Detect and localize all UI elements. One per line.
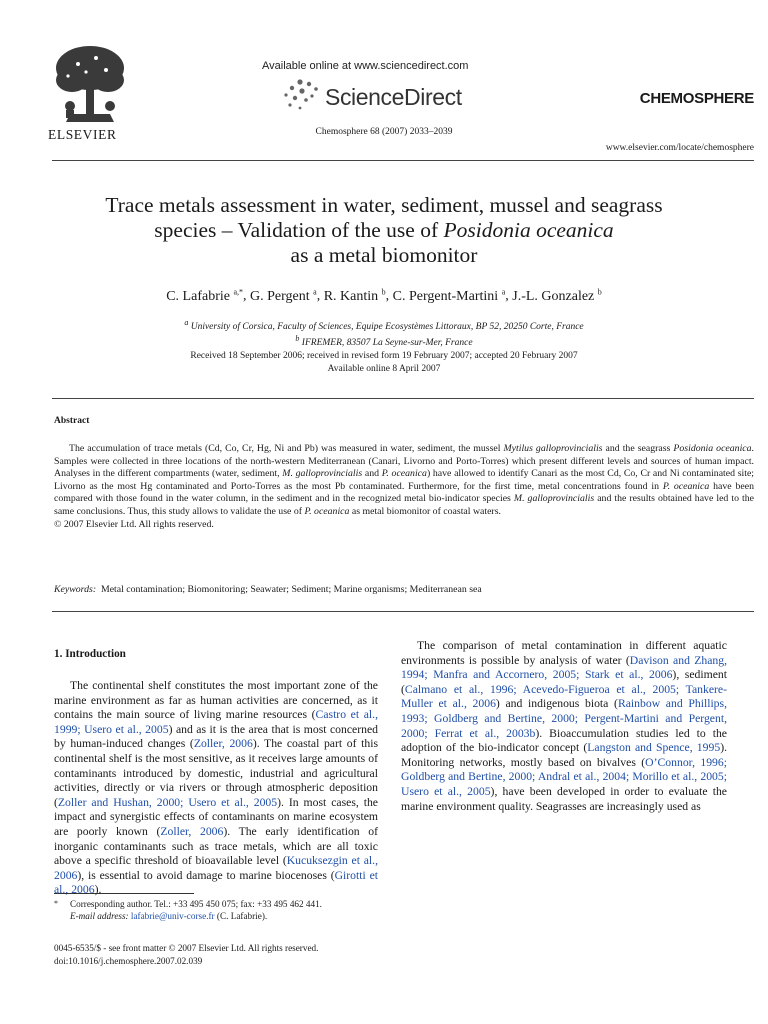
author-list: C. Lafabrie $^{a,*}$, G. Pergent $^a$, R. Kantin $^b$, C. Pergent-Martini $^a$, J.-L. Gonzalez $^b$ bbox=[166, 287, 602, 304]
abstract-body bbox=[54, 443, 754, 531]
title-line-3: as a metal biomonitor bbox=[290, 243, 478, 267]
header-divider bbox=[52, 160, 754, 161]
citation-link[interactable]: Zoller and Hushan, 2000; Usero et al., 2005 bbox=[57, 795, 278, 809]
available-online-text[interactable]: Available online at www.sciencedirect.com bbox=[262, 60, 469, 72]
citation-link[interactable]: Calmano et al., 1996; Acevedo-Figueroa et al., 2005; Tankere-Muller et al., 2006 bbox=[401, 682, 727, 711]
received-dates: Received 18 September 2006; received in revised form 19 February 2007; accepted 20 February 2007 bbox=[190, 351, 578, 361]
corresponding-author-footnote bbox=[54, 898, 384, 922]
citation-link[interactable]: Zoller, 2006 bbox=[193, 737, 253, 751]
author[interactable]: R. Kantin $^b$ bbox=[323, 287, 386, 304]
citation-link[interactable]: Zoller, 2006 bbox=[160, 824, 224, 838]
keywords bbox=[54, 584, 754, 595]
title-line-1: Trace metals assessment in water, sediment, mussel and seagrass bbox=[105, 193, 663, 217]
abstract-top-divider bbox=[52, 398, 754, 399]
email-link[interactable]: lafabrie@univ-corse.fr bbox=[130, 911, 215, 921]
citation-link[interactable]: Castro et al., 1999; Usero et al., 2005 bbox=[54, 708, 378, 736]
doi-line[interactable]: doi:10.1016/j.chemosphere.2007.02.039 bbox=[54, 955, 203, 966]
footnote-marker: * bbox=[54, 899, 58, 908]
title-line-2 bbox=[40, 218, 728, 243]
affiliations bbox=[40, 317, 728, 349]
author[interactable]: J.-L. Gonzalez $^b$ bbox=[512, 287, 602, 304]
citation-link[interactable]: Davison and Zhang, 1994; Manfra and Accornero, 2005; Stark et al., 2006 bbox=[401, 653, 727, 682]
footnote-contact: Corresponding author. Tel.: +33 495 450 075; fax: +33 495 462 441. bbox=[70, 899, 322, 909]
email-label: E-mail address: bbox=[70, 911, 129, 921]
journal-reference: Chemosphere 68 (2007) 2033–2039 bbox=[315, 127, 453, 137]
journal-url[interactable]: www.elsevier.com/locate/chemosphere bbox=[605, 143, 754, 153]
email-suffix: (C. Lafabrie). bbox=[216, 911, 268, 921]
author[interactable]: C. Pergent-Martini $^a$ bbox=[392, 287, 506, 304]
intro-paragraph-2: The comparison of metal contamination in different aquatic environments is possible by analysis of water (Davison and Zhang, 1994; Manfra and Accornero, 2005; Stark et al., 2006), sediment (Calmano et al., 1996; Acevedo-Figueroa et al., 2005; Tankere-Muller et al., 2006) and indigenous biota (Rainbow and Phillips, 1993; Goldberg and Bertine, 2000; Pergent-Martini and Pergent, 2000; Ferrat et al., 2003b). Bioaccumulation studies led to the adoption of the bio-indicator concept (Langston and Spence, 1995). Monitoring networks, mostly based on bivalves (O’Connor, 1996; Goldberg and Bertine, 2000; Andral et al., 2004; Morillo et al., 2005; Usero et al., 2005), have been developed in order to evaluate the marine environment quality. Seagrasses are increasingly used as bbox=[401, 639, 728, 813]
citation-link[interactable]: Girotti et al., 2006 bbox=[54, 868, 378, 897]
article-dates bbox=[40, 350, 728, 375]
sciencedirect-logo: ScienceDirect bbox=[325, 84, 462, 110]
title-species-name: Posidonia oceanica bbox=[443, 218, 614, 242]
publisher-name: ELSEVIER bbox=[48, 127, 117, 142]
abstract-bottom-divider bbox=[52, 611, 754, 612]
author[interactable]: C. Lafabrie $^{a,*}$ bbox=[166, 287, 244, 304]
article-title bbox=[40, 193, 728, 268]
affiliation: $^a$ University of Corsica, Faculty of Sciences, Equipe Ecosystèmes Littoraux, BP 52, 20250 Corte, France bbox=[184, 318, 584, 333]
affiliation: $^b$ IFREMER, 83507 La Seyne-sur-Mer, France bbox=[295, 334, 473, 349]
abstract-copyright: © 2007 Elsevier Ltd. All rights reserved. bbox=[54, 518, 214, 530]
footer-identifiers bbox=[54, 942, 318, 967]
citation-link[interactable]: Kucuksezgin et al., 2006 bbox=[54, 854, 378, 882]
citation-link[interactable]: O’Connor, 1996; Goldberg and Bertine, 2000; Andral et al., 2004; Morillo et al., 2005; Usero et al., 2005 bbox=[401, 755, 727, 798]
citation-link[interactable]: Rainbow and Phillips, 1993; Goldberg and Bertine, 2000; Pergent-Martini and Pergent, 2000; Ferrat et al., 2003b bbox=[401, 697, 728, 740]
journal-name: CHEMOSPHERE bbox=[639, 90, 754, 107]
issn-line: 0045-6535/$ - see front matter © 2007 Elsevier Ltd. All rights reserved. bbox=[54, 943, 319, 953]
keywords-list: Metal contamination; Biomonitoring; Seawater; Sediment; Marine organisms; Mediterranean sea bbox=[101, 584, 482, 595]
section-heading-introduction: 1. Introduction bbox=[54, 648, 126, 660]
footnote-divider bbox=[54, 893, 194, 894]
intro-left-column bbox=[54, 679, 378, 898]
elsevier-tree-logo bbox=[50, 40, 128, 128]
intro-right-column bbox=[401, 639, 727, 814]
keywords-label: Keywords: bbox=[54, 584, 97, 595]
title-line-2-text: species – Validation of the use of bbox=[154, 218, 444, 242]
author[interactable]: G. Pergent $^a$ bbox=[250, 287, 317, 304]
citation-link[interactable]: Langston and Spence, 1995 bbox=[587, 741, 721, 755]
sciencedirect-dots-icon bbox=[282, 78, 322, 112]
available-date: Available online 8 April 2007 bbox=[327, 363, 441, 374]
abstract-paragraph: The accumulation of trace metals (Cd, Co, Cr, Hg, Ni and Pb) was measured in water, sediment, the mussel Mytilus galloprovincialis and the seagrass Posidonia oceanica. Samples were collected in three locations of the north-western Mediterranean (Canari, Livorno and Porto-Torres) which present different levels and sources of human impact. Analyses in the different compartments (water, sediment, M. galloprovincialis and P. oceanica) have allowed to identify Canari as the most Cd, Co, Cr and Ni contaminated site; Livorno as the most Hg contaminated and Porto-Torres as the most Pb contaminated. Furthermore, for the first time, metal concentrations found in P. oceanica have been compared with those found in the water column, in the sediment and in the recognized metal bio-indicator species M. galloprovincialis and the results obtained have led to the same conclusions. Thus, this study allows to validate the use of P. oceanica as metal biomonitor of coastal waters. bbox=[54, 443, 755, 517]
abstract-heading: Abstract bbox=[54, 416, 90, 426]
intro-paragraph-1: The continental shelf constitutes the most important zone of the marine environment as far as human activities are concerned, as it contains the main source of living marine resources (Castro et al., 1999; Usero et al., 2005) and as it is the area that is most concerned by human-induced changes (Zoller, 2006). The coastal part of this continental shelf is the most sensitive, as it receives large amounts of contaminants introduced by domestic, industrial and agricultural activities, directly or via rivers or through atmospheric deposition (Zoller and Hushan, 2000; Usero et al., 2005). In most cases, the impact and synergistic effects of contaminants on marine ecosystem are poorly known (Zoller, 2006). The early identification of inorganic contaminants such as trace metals, which are all toxic above a specific threshold of bioavailable level (Kucuksezgin et al., 2006), is essential to avoid damage to marine biocenoses (Girotti et al., 2006). bbox=[54, 679, 378, 897]
